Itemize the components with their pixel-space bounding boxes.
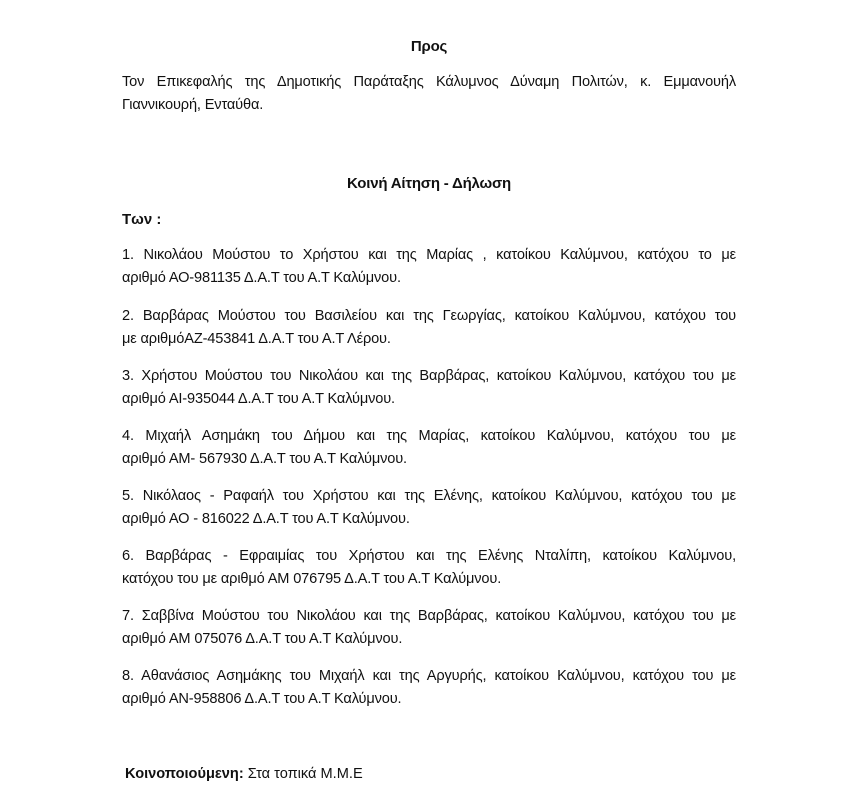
entry-2-line-2: με αριθμόΑΖ-453841 Δ.Α.Τ του Α.Τ Λέρου. [122,331,391,347]
document-title: Κοινή Αίτηση - Δήλωση [347,175,511,192]
of-label: Των : [122,211,162,228]
entry-8-line-2: αριθμό ΑΝ-958806 Δ.Α.Τ του Α.Τ Καλύμνου. [122,691,402,707]
cc-label: Κοινοποιούμενη: [125,766,244,782]
entry-8 [122,665,736,711]
entry-4-line-1: 4. Μιχαήλ Ασημάκη του Δήμου και της Μαρίας, κατοίκου Καλύμνου, κατόχου του με [122,428,736,444]
entry-7-line-1: 7. Σαββίνα Μούστου του Νικολάου και της Βαρβάρας, κατοίκου Καλύμνου, κατόχου του με [122,608,736,624]
entry-2 [122,305,736,351]
entry-4-line-2: αριθμό ΑΜ- 567930 Δ.Α.Τ του Α.Τ Καλύμνου. [122,451,407,467]
recipient-paragraph [122,71,736,117]
entry-6-line-2: κατόχου του με αριθμό ΑΜ 076795 Δ.Α.Τ του Α.Τ Καλύμνου. [122,571,502,587]
entry-4 [122,425,736,471]
entry-5-line-1: 5. Νικόλαος - Ραφαήλ του Χρήστου και της Ελένης, κατοίκου Καλύμνου, κατόχου του με [122,488,736,504]
entry-6-line-1: 6. Βαρβάρας - Εφραιμίας του Χρήστου και της Ελένης Νταλίπη, κατοίκου Καλύμνου, [122,548,736,564]
cc-value: Στα τοπικά Μ.Μ.Ε [243,766,363,782]
entry-3-line-2: αριθμό ΑΙ-935044 Δ.Α.Τ του Α.Τ Καλύμνου. [122,391,395,407]
entry-5-line-2: αριθμό ΑΟ - 816022 Δ.Α.Τ του Α.Τ Καλύμνου. [122,511,410,527]
entry-5 [122,485,736,531]
recipient-line-1: Τον Επικεφαλής της Δημοτικής Παράταξης Κάλυμνος Δύναμη Πολιτών, κ. Εμμανουήλ [122,74,736,90]
recipient-line-2: Γιαννικουρή, Ενταύθα. [122,97,264,113]
entry-1-line-2: αριθμό ΑΟ-981135 Δ.Α.Τ του Α.Τ Καλύμνου. [122,270,401,286]
to-heading: Προς [410,38,448,55]
cc-line [125,766,363,782]
entry-3 [122,365,736,411]
entry-7 [122,605,736,651]
entry-3-line-1: 3. Χρήστου Μούστου του Νικολάου και της Βαρβάρας, κατοίκου Καλύμνου, κατόχου του με [122,368,736,384]
entry-1-line-1: 1. Νικολάου Μούστου το Χρήστου και της Μαρίας , κατοίκου Καλύμνου, κατόχου το με [122,247,736,263]
entry-2-line-1: 2. Βαρβάρας Μούστου του Βασιλείου και της Γεωργίας, κατοίκου Καλύμνου, κατόχου του [122,308,736,324]
entry-6 [122,545,736,591]
entry-1 [122,244,736,290]
entry-7-line-2: αριθμό ΑΜ 075076 Δ.Α.Τ του Α.Τ Καλύμνου. [122,631,403,647]
entry-8-line-1: 8. Αθανάσιος Ασημάκης του Μιχαήλ και της Αργυρής, κατοίκου Καλύμνου, κατόχου του με [122,668,736,684]
